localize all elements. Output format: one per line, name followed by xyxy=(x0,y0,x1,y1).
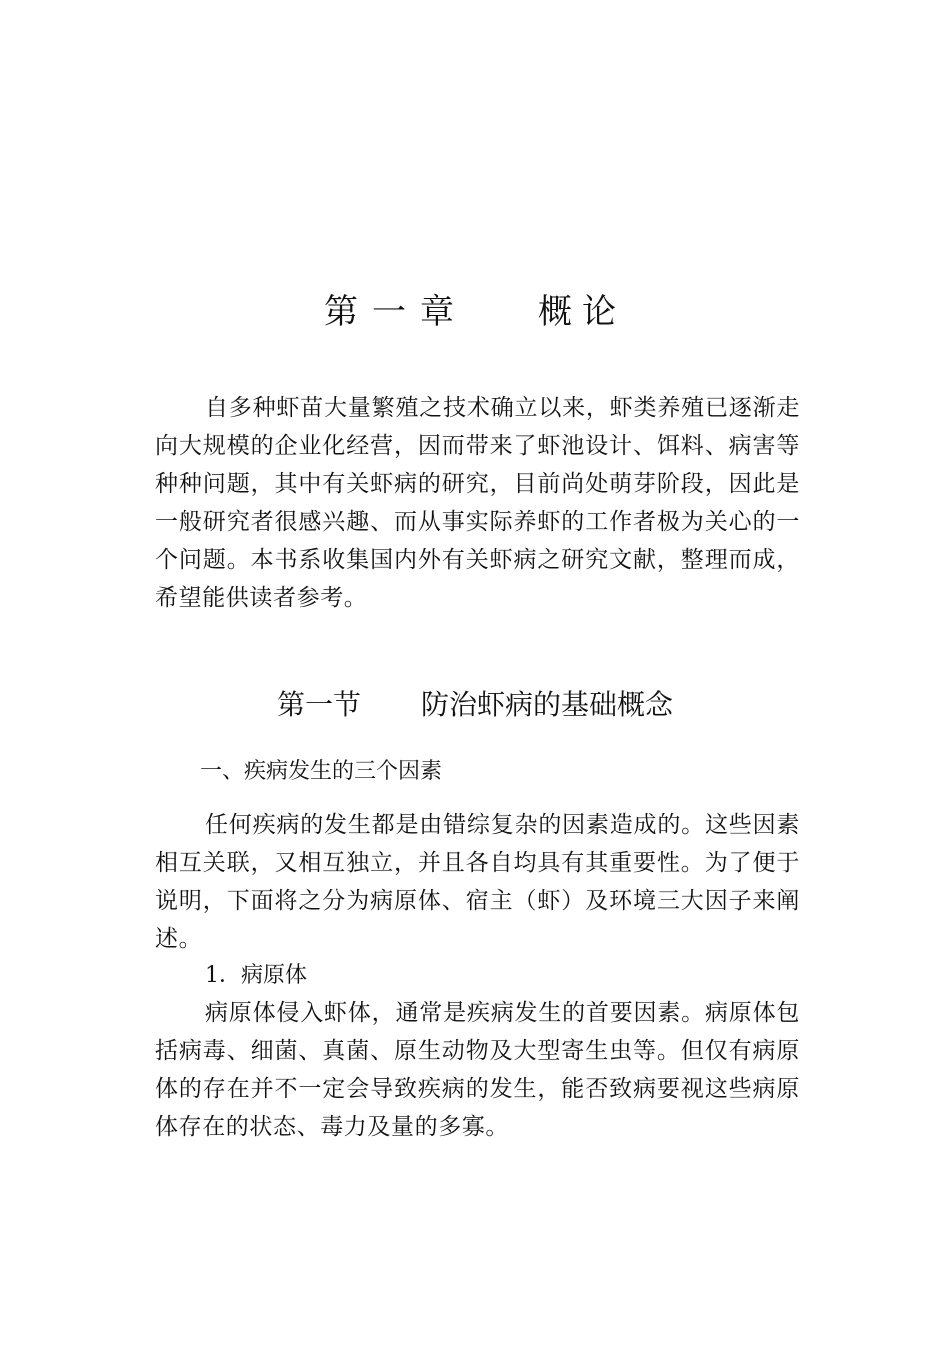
chapter-title xyxy=(0,288,950,336)
chapter-number: 第一章 xyxy=(324,292,468,332)
section-name: 防治虾病的基础概念 xyxy=(421,688,674,721)
numbered-heading-1: 1．病原体 xyxy=(205,963,307,988)
section-title xyxy=(0,683,950,727)
subheading: 一、疾病发生的三个因素 xyxy=(200,759,443,784)
section-number: 第一节 xyxy=(276,688,361,721)
body-paragraph-3: 病原体侵入虾体，通常是疾病发生的首要因素。病原体包括病毒、细菌、真菌、原生动物及大型寄生虫等。但仅有病原体的存在并不一定会导致疾病的发生，能否致病要视这些病原体存在的状态、毒力及量的多寡。 xyxy=(155,1000,800,1140)
body-paragraph-2: 任何疾病的发生都是由错综复杂的因素造成的。这些因素相互关联，又相互独立，并且各自均具有其重要性。为了便于说明，下面将之分为病原体、宿主（虾）及环境三大因子来阐述。 xyxy=(155,812,800,952)
chapter-name: 概论 xyxy=(538,292,626,332)
intro-paragraph: 自多种虾苗大量繁殖之技术确立以来，虾类养殖已逐渐走向大规模的企业化经营，因而带来了虾池设计、饵料、病害等种种问题，其中有关虾病的研究，目前尚处萌芽阶段，因此是一般研究者很感兴趣、而从事实际养虾的工作者极为关心的一个问题。本书系收集国内外有关虾病之研究文献，整理而成，希望能供读者参考。 xyxy=(155,395,800,611)
